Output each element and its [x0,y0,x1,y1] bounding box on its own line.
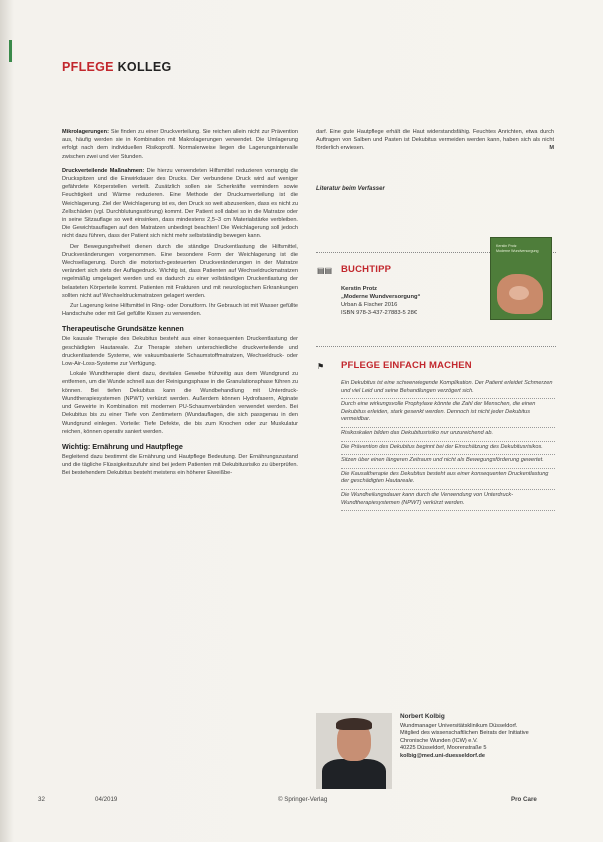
tip-item: Durch eine wirkungsvolle Prophylaxe könnte die Zahl der Menschen, die einen Dekubitus erleiden, stark gesenkt werden. Dennoch ist nicht jeder Dekubitus vermeidbar. [341,399,555,428]
subheading: Therapeutische Grundsätze kennen [62,324,184,334]
paragraph [62,128,298,161]
literature-note: Literatur beim Verfasser [316,186,385,192]
end-mark: M [549,145,554,152]
author-info [400,713,556,761]
paragraph-text: Die hierzu verwendeten Hilfsmittel reduzieren vorrangig die Druckspitzen und die Einwirkdauer des Drucks. Der verbundene Druck wird auf weniger gefährdete Körperstellen verteilt. Zusätzlich sollen sie Scherkräfte vermindern sowie Feuchtigkeit und Wärme reduzieren. Eine Methode der Druckumverteilung ist die Weichlagerung. Ziel der Weichlagerung ist es, den Druck so weit abzusenken, dass es nicht zu Zellschäden (vgl. Durchblutungsstörung) kommt. Der Patient soll dabei so in die Matratze oder in seine Sitzauflage so weit einsinken, dass mindestens 2,5–3 cm Materialstärke verbleiben. Die Gewichtsauflagen auf den Matratzen unbedingt beachten! Die Weichlagerung soll jedoch nicht dazu führen, dass der Patient sich nicht mehr selbstständig bewegen kann. [62,167,298,240]
paragraph-text: Sie finden zu einer Druckverteilung. Sie reichen allein nicht zur Prävention aus, häufig werden sie in Kombination mit Makrolagerungen verwendet. Die Umlagerung erfolgt nach dem individuellen Risikoprofil. Normalerweise liegen die Lagerungsintervalle zwischen zwei und vier Stunden. [62,129,299,160]
author-name: Norbert Kolbig [400,713,445,720]
author-photo [316,713,392,789]
tip-item: Die Kausaltherapie des Dekubitus besteht aus einer konsequenten Druckentlastung der geschädigten Hautareale. [341,469,555,490]
paragraph: Zur Lagerung keine Hilfsmittel in Ring- oder Donutform. Ihr Gebrauch ist mit Wasser gefüllte Handschuhe oder mit Gel gefüllte Kissen zu verwenden. [62,303,298,318]
author-line: Mitglied des wissenschaftlichen Beirats der Initiative Chronische Wunden (ICW) e.V. [400,730,529,744]
book-isbn: ISBN 978-3-437-27883-5 28€ [341,310,418,316]
tips-title: PFLEGE EINFACH MACHEN [341,360,472,371]
divider [316,346,556,347]
header-part1: PFLEGE [62,60,114,74]
tip-item: Ein Dekubitus ist eine schwerwiegende Komplikation. Der Patient erleidet Schmerzen und viel Leid und seine Behandlungen verzögert sich. [341,378,555,399]
publisher: © Springer-Verlag [278,796,328,803]
author-line: 40225 Düsseldorf, Moorenstraße 5 [400,745,487,752]
book-title: „Moderne Wundversorgung“ [341,294,421,300]
book-author: Kerstin Protz [341,286,378,292]
cover-author: Kerstin Protz [496,244,517,248]
author-line: Wundmanager Universitätsklinikum Düsseldorf. [400,722,518,729]
tip-item: Sitzen über einen längeren Zeitraum und nicht als Bewegungsförderung gewertet. [341,455,555,469]
left-column [62,128,298,480]
issue-date: 04/2019 [95,796,118,803]
journal-brand: Pro Care [511,796,537,803]
author-email: kolbig@med.uni-duesseldorf.de [400,752,486,759]
paragraph [62,167,298,241]
photo-shirt [322,759,386,789]
paragraph-lead: Mikrolagerungen: [62,129,109,135]
tip-item: Risikoskalen bilden das Dekubitusrisiko nur unzureichend ab. [341,428,555,442]
paragraph-text: darf. Eine gute Hautpflege erhält die Haut widerstandsfähig. Feuchtes Anrichten, etwa durch Auftragen von Salben und Pasten ist Dekubitus vermeiden werden kann, haben sich als nicht förderlich erwiesen. [316,129,554,152]
subheading: Wichtig: Ernährung und Hautpflege [62,441,183,451]
book-cover-image [490,237,552,320]
section-header [62,60,171,74]
book-publisher: Urban & Fischer 2016 [341,302,398,308]
buchtipp-title: BUCHTIPP [341,264,392,275]
paragraph-lead: Druckverteilende Maßnahmen: [62,167,145,174]
tip-item: Die Wundheilungsdauer kann durch die Verwendung von Unterdruck-Wundtherapiesystemen (NPWT) verkürzt werden. [341,490,555,511]
right-column-continuation [316,128,554,153]
buchtipp-details [341,285,481,317]
cover-photo-detail [509,286,529,300]
flag-icon: ⚑ [317,362,325,371]
edge-color-tab [9,40,12,62]
paragraph: Lokale Wundtherapie dient dazu, devitales Gewebe frühzeitig aus dem Wundgrund zu entfernen, um die Wunde schnell aus der Reinigungsphase in die Granulationsphase führen zu können. Bei tiefen Dekubitus kann die Wundbehandlung mit Unterdruck-Wundtherapiesystemen (NPWT) verkürzt werden. Außerdem können Hydrofasern, Alginate und Geweirte in Kombination mit modernen PU-Schaumverbänden verwendet werden. Bei Dekubitus bis zu einer Tiefe von Zentimetern (Wundauflagen, die sich passgenau in den Wundgrund einlegen. Vorteile: Tiefe Defekte, die bis zum Knochen oder zur Muskulatur reichen, können operativ saniert werden. [62,371,298,435]
photo-hair [336,718,372,730]
cover-title: Moderne Wundversorgung [496,249,539,253]
paragraph: Begleitend dazu bestimmt die Ernährung und Hautpflege Bedeutung. Der Ernährungszustand und die tägliche Flüssigkeitszufuhr sind bei jedem Patienten mit Dekubitusrisiko zu überprüfen. Bei bestehendem Dekubitus besteht meistens ein höherer Eiweißbe- [62,453,298,477]
paragraph: Der Bewegungsfreiheit dienen durch die ständige Druckentlastung die Hilfsmittel, Druckveränderungen vorgenommen. Eine besondere Form der Weichlagerung ist die Wechsellagerung. Durch die motorisch-gesteuerten Druckveränderungen in der Matratze verändert sich stets der Auflagedruck. Wichtig ist, dass Patienten auf Wechseldruckmatratzen regelmäßig umgelagert werden und es dadurch zu einer vollständigen Druckentlastung der belasteten Körperteile kommt. Patienten mit Frakturen und mit neurologischen Erkrankungen sollten nicht auf Wechseldruckmatratzen gelagert werden. [62,243,298,299]
book-icon: ▤▤ [317,266,333,275]
tips-list [341,378,555,511]
page-number: 32 [38,796,45,803]
paragraph: Die kausale Therapie des Dekubitus besteht aus einer konsequenten Druckentlastung der geschädigten Hautareale. Zur Therapie stehen unterschiedliche druckverteilende und druckentlastende Systeme, wie vakuumbasierte Schaumstoffmatratzen, Wechseldruck- oder Low-Air-Loss-Systeme zur Verfügung. [62,336,298,368]
header-part2: KOLLEG [117,60,172,74]
tip-item: Die Prävention des Dekubitus beginnt bei der Einschätzung des Dekubitusrisikos. [341,442,555,456]
